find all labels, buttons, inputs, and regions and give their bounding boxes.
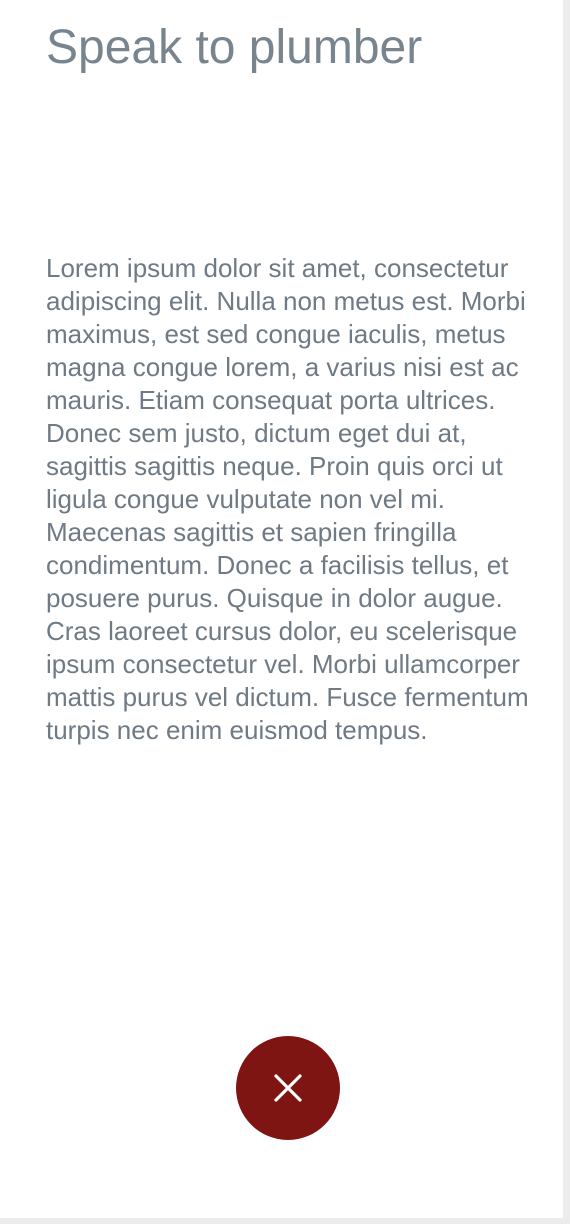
dialog-body-text: Lorem ipsum dolor sit amet, consectetur adipiscing elit. Nulla non metus est. Morbi maximus, est sed congue iaculis, metus magna congue lorem, a varius nisi est ac mauris. Etiam consequat porta ultrices. Donec sem justo, dictum eget dui at, sagittis sagittis neque. Proin quis orci ut ligula congue vulputate non vel mi. Maecenas sagittis et sapien fringilla condimentum. Donec a facilisis tellus, et posuere purus. Quisque in dolor augue. Cras laoreet cursus dolor, eu scelerisque ipsum consectetur vel. Morbi ullamcorper mattis purus vel dictum. Fusce fermentum turpis nec enim euismod tempus.: [46, 253, 529, 745]
page-title: Speak to plumber: [46, 21, 423, 74]
close-button[interactable]: [236, 1036, 340, 1140]
close-icon: [273, 1073, 303, 1103]
